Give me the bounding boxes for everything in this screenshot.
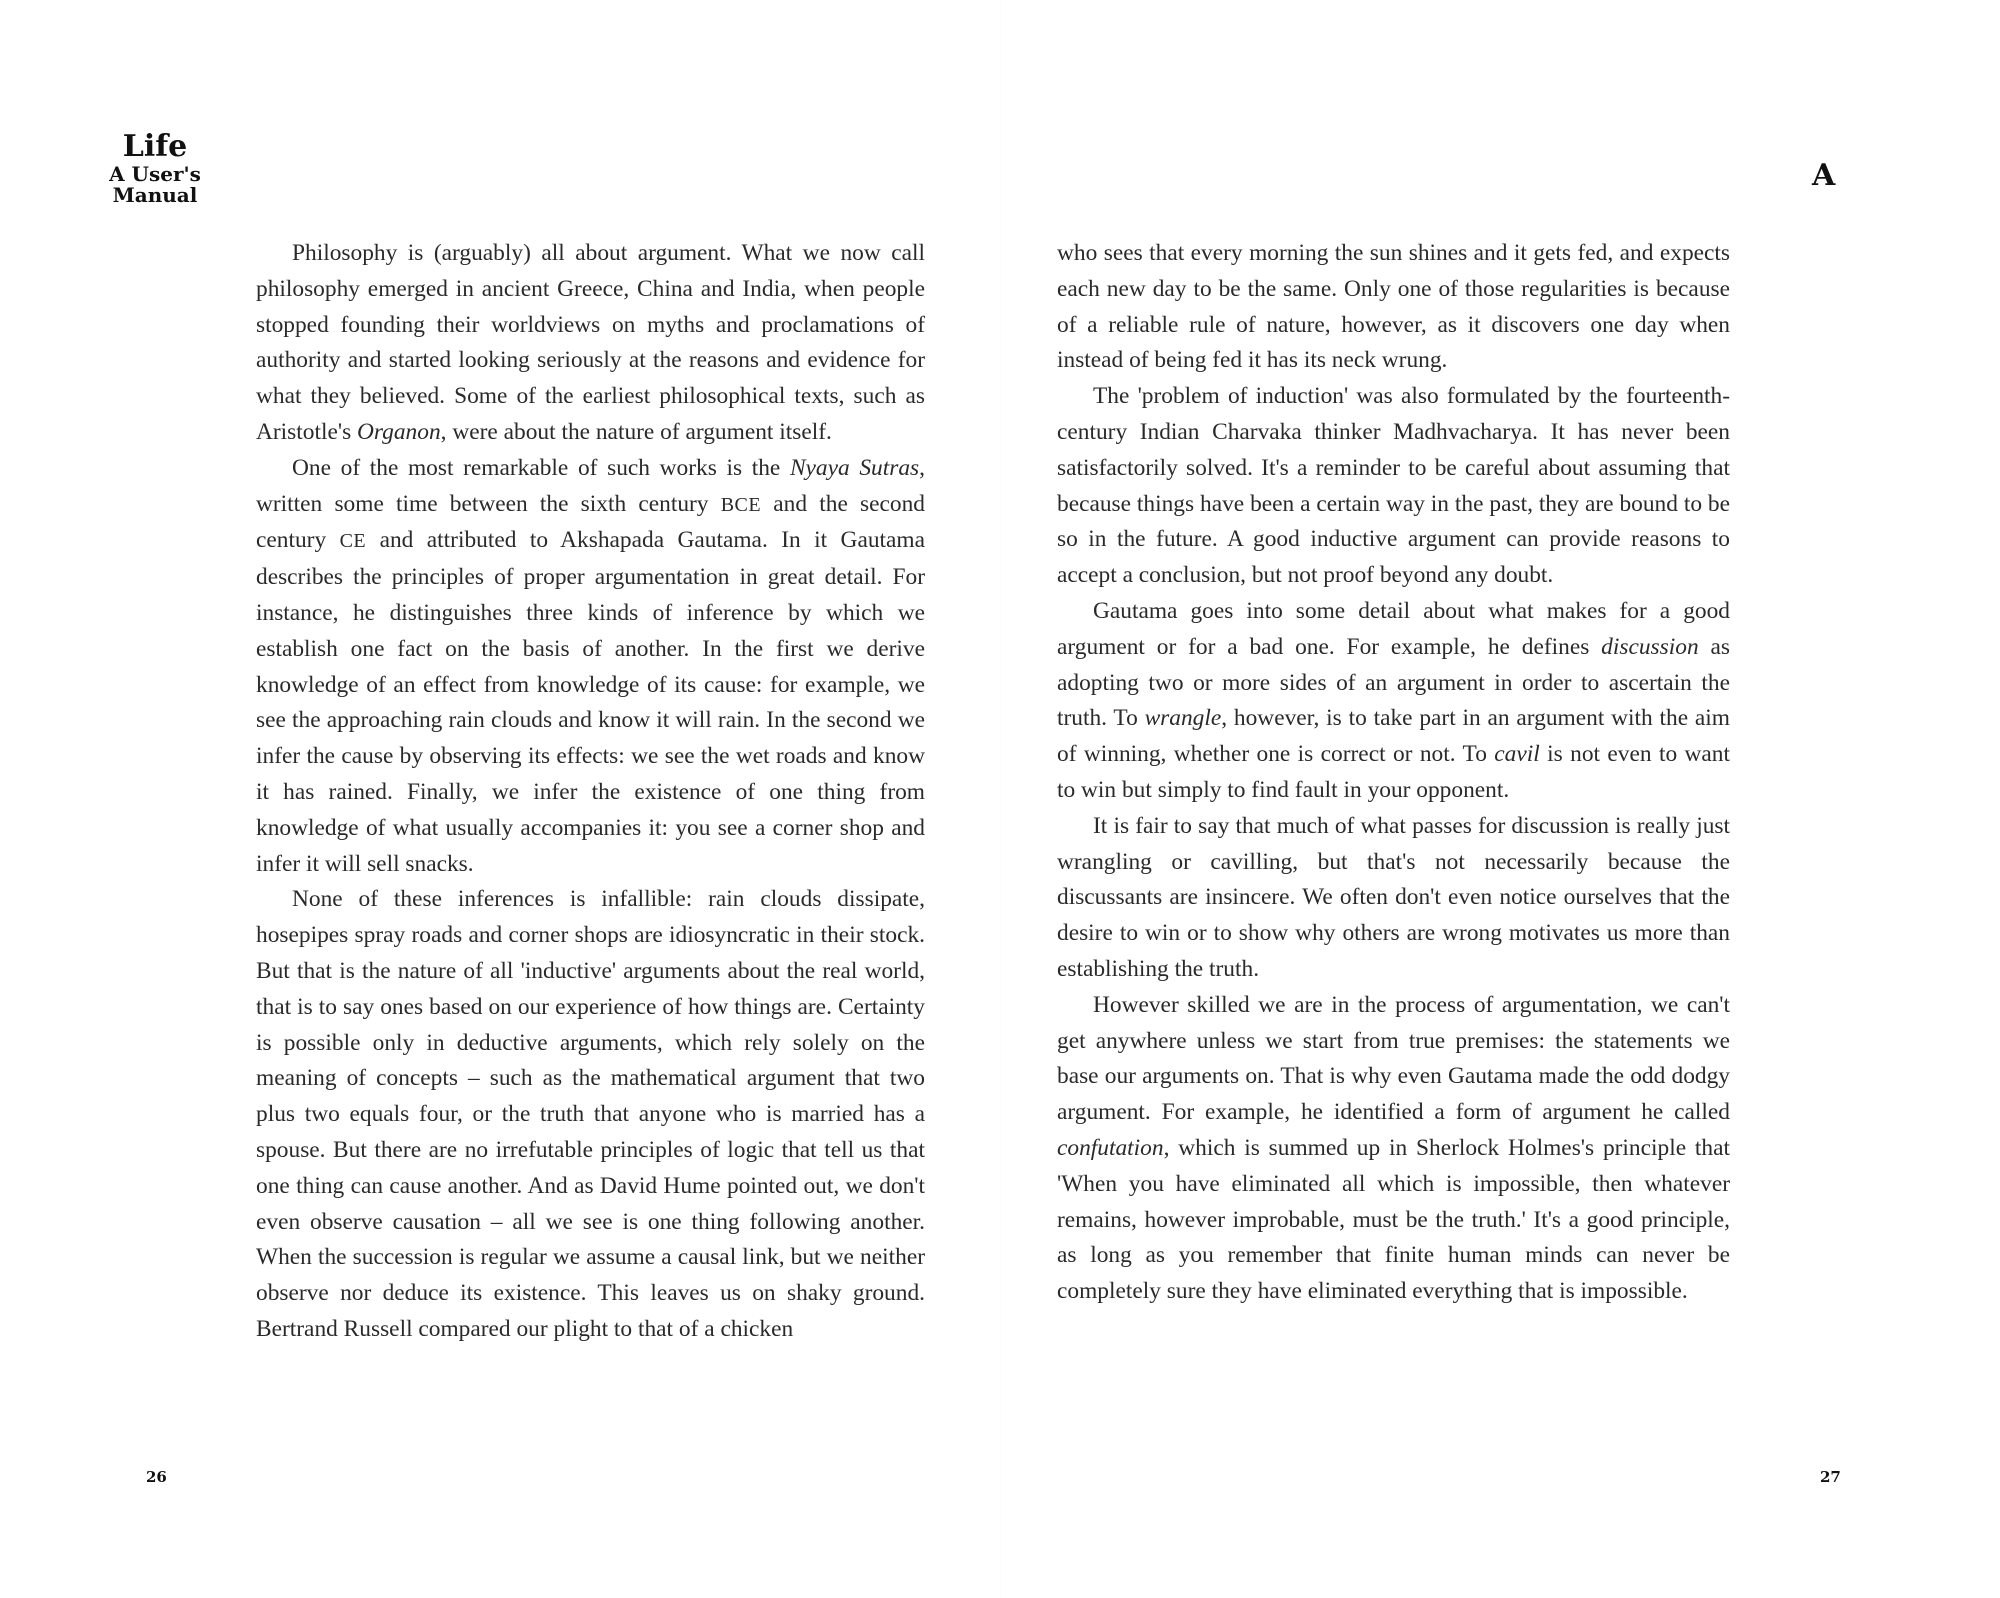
book-title: Life	[122, 129, 188, 164]
paragraph: Philosophy is (arguably) all about argument. What we now call philosophy emerged in ancient Greece, China and India, when people stopped founding their worldviews on myths and proclamations of authority and started looking seriously at the reasons and evidence for what they believed. Some of the earliest philosophical texts, such as Aristotle's Organon, were about the nature of argument itself.	[256, 240, 925, 445]
italic-term: cavil	[1494, 741, 1540, 768]
paragraph: It is fair to say that much of what passes for discussion is really just wrangling or cavilling, but that's not necessarily because the discussants are insincere. We often don't even notice ourselves that the desire to win or to show why others are wrong motivates us more than establishing the truth.	[1057, 812, 1730, 982]
paragraph: One of the most remarkable of such works is the Nyaya Sutras, written some time between the sixth century BCE and the second century CE and attributed to Akshapada Gautama. In it Gautama describes the principles of proper argumentation in great detail. For instance, he distinguishes three kinds of inference by which we establish one fact on the basis of another. In the first we derive knowledge of an effect from knowledge of its cause: for example, we see the approaching rain clouds and know it will rain. In the second we infer the cause by observing its effects: we see the wet roads and know it has rained. Finally, we infer the existence of one thing from knowledge of what usually accompanies it: you see a corner shop and infer it will sell snacks.	[256, 454, 925, 877]
right-page-text	[1057, 236, 1730, 1496]
paragraph: Gautama goes into some detail about what makes for a good argument or for a bad one. For example, he defines discussion as adopting two or more sides of an argument in order to ascertain the truth. To wrangle, however, is to take part in an argument with the aim of winning, whether one is correct or not. To cavil is not even to want to win but simply to find fault in your opponent.	[1057, 597, 1731, 803]
book-spine-shadow	[1000, 0, 1001, 1598]
paragraph-continued: who sees that every morning the sun shines and it gets fed, and expects each new day to be the same. Only one of those regularities is because of a reliable rule of nature, however, as it discovers one day when instead of being fed it has its neck wrung.	[1057, 240, 1730, 374]
paragraph: None of these inferences is infallible: rain clouds dissipate, hosepipes spray roads and corner shops are idiosyncratic in their stock. But that is the nature of all 'inductive' arguments about the real world, that is to say ones based on our experience of how things are. Certainty is possible only in deductive arguments, which rely solely on the meaning of concepts – such as the mathematical argument that two plus two equals four, or the truth that anyone who is married has a spouse. But there are no irrefutable principles of logic that tell us that one thing can cause another. And as David Hume pointed out, we don't even observe causation – all we see is one thing following another. When the succession is regular we assume a causal link, but we neither observe nor deduce its existence. This leaves us on shaky ground. Bertrand Russell compared our plight to that of a chicken	[256, 886, 925, 1342]
era-abbreviation: CE	[339, 530, 367, 553]
italic-term: confutation	[1057, 1134, 1164, 1161]
italic-term: wrangle	[1144, 705, 1222, 732]
left-page-text	[256, 236, 925, 1496]
paragraph: However skilled we are in the process of argumentation, we can't get anywhere unless we start from true premises: the statements we base our arguments on. That is why even Gautama made the odd dodgy argument. For example, he identified a form of argument he called confutation, which is summed up in Sherlock Holmes's principle that 'When you have eliminated all which is impossible, then whatever remains, however improbable, must be the truth.' It's a good principle, as long as you remember that finite human minds can never be completely sure they have eliminated everything that is impossible.	[1057, 991, 1730, 1305]
era-abbreviation: BCE	[720, 493, 762, 516]
section-letter: A	[1812, 158, 1836, 193]
page-number-left: 26	[146, 1468, 167, 1486]
running-head	[100, 130, 210, 206]
italic-term: Organon	[357, 418, 441, 445]
page-number-right: 27	[1820, 1468, 1841, 1486]
book-subtitle-line1: A User's	[109, 162, 201, 186]
book-subtitle-line2: Manual	[112, 183, 198, 207]
italic-term: discussion	[1601, 633, 1699, 660]
paragraph: The 'problem of induction' was also formulated by the fourteenth-century Indian Charvaka thinker Madhvacharya. It has never been satisfactorily solved. It's a reminder to be careful about assuming that because things have been a certain way in the past, they are bound to be so in the future. A good inductive argument can provide reasons to accept a conclusion, but not proof beyond any doubt.	[1057, 383, 1730, 589]
italic-term: Nyaya Sutras	[789, 454, 920, 481]
